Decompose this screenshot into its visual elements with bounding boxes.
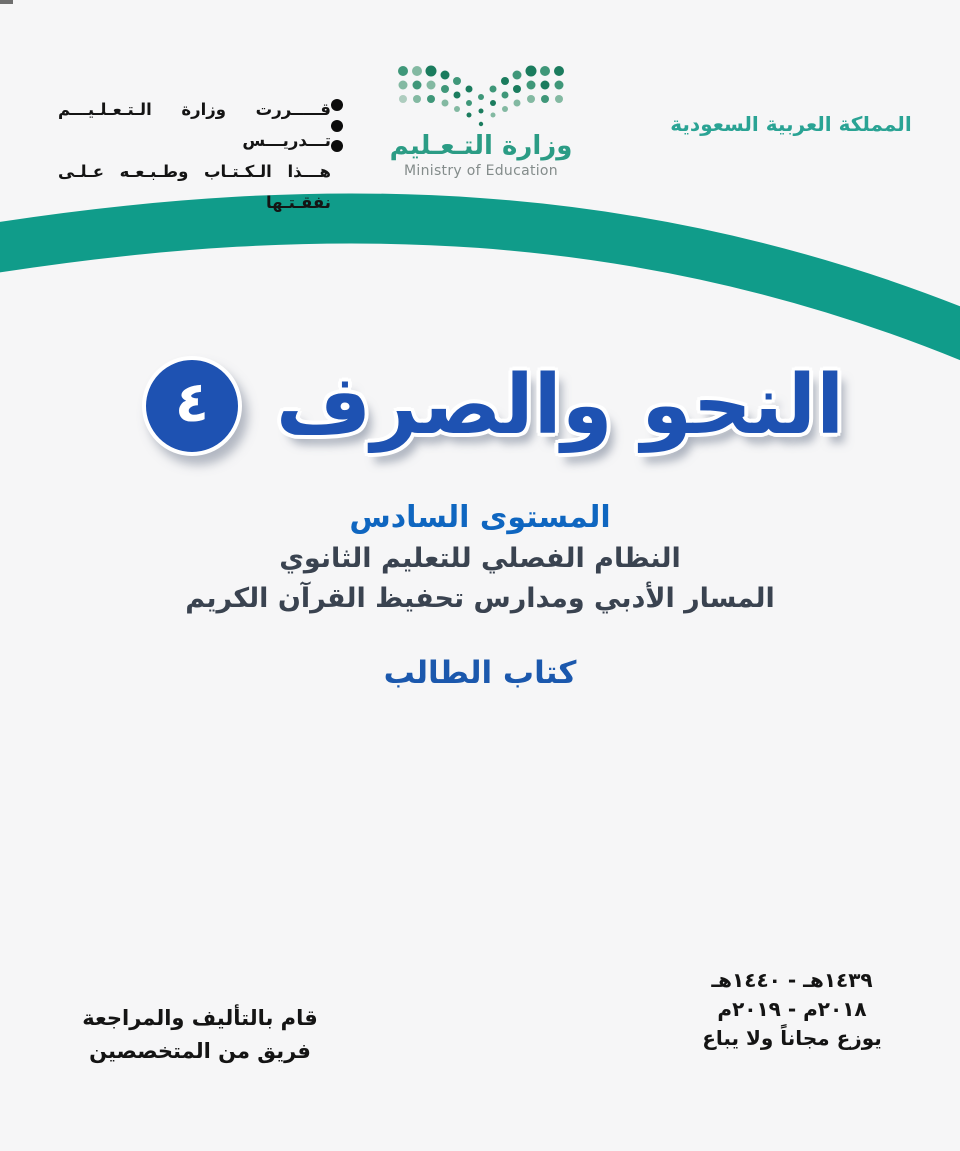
decree-note <box>52 94 344 212</box>
subtitle-system: النظام الفصلي للتعليم الثانوي <box>279 543 681 574</box>
hijri-years: ١٤٣٩هـ - ١٤٤٠هـ <box>711 968 873 992</box>
bullet-dot-icon <box>331 140 343 152</box>
decree-line-2: هـــذا الـكـتـاب وطـبـعـه عـلـى نفقـتـها <box>58 162 331 212</box>
credits-block <box>70 1002 330 1068</box>
moe-dots-icon <box>382 60 580 130</box>
credits-line-1: قام بالتأليف والمراجعة <box>82 1006 318 1030</box>
book-title: النحو والصرف <box>275 357 845 453</box>
bullet-dot-icon <box>331 99 343 111</box>
decree-line-1: قـــــررت وزارة الـتـعـلـيـــم تـــدريـــس <box>58 100 331 150</box>
scan-artifact <box>0 0 13 4</box>
title-number: ٤ <box>174 370 210 435</box>
gregorian-years: ٢٠١٨م - ٢٠١٩م <box>717 997 867 1021</box>
decree-text <box>52 94 331 212</box>
subtitle-block <box>0 497 960 619</box>
credits-line-2: فريق من المتخصصين <box>89 1039 311 1063</box>
number-badge <box>142 356 242 456</box>
ministry-name-english: Ministry of Education <box>404 163 558 179</box>
book-type-label: كتاب الطالب <box>383 655 577 691</box>
ministry-name-arabic: وزارة التـعـليم <box>389 131 573 161</box>
country-name: المملكة العربية السعودية <box>670 112 912 136</box>
subtitle-level: المستوى السادس <box>349 500 611 535</box>
publication-block <box>682 966 902 1053</box>
ministry-logo <box>368 60 594 180</box>
bullet-dot-icon <box>331 120 343 132</box>
subtitle-track: المسار الأدبي ومدارس تحفيظ القرآن الكريم <box>185 583 775 614</box>
distribution-note: يوزع مجاناً ولا يباع <box>702 1026 882 1050</box>
decree-bullets <box>331 94 344 158</box>
